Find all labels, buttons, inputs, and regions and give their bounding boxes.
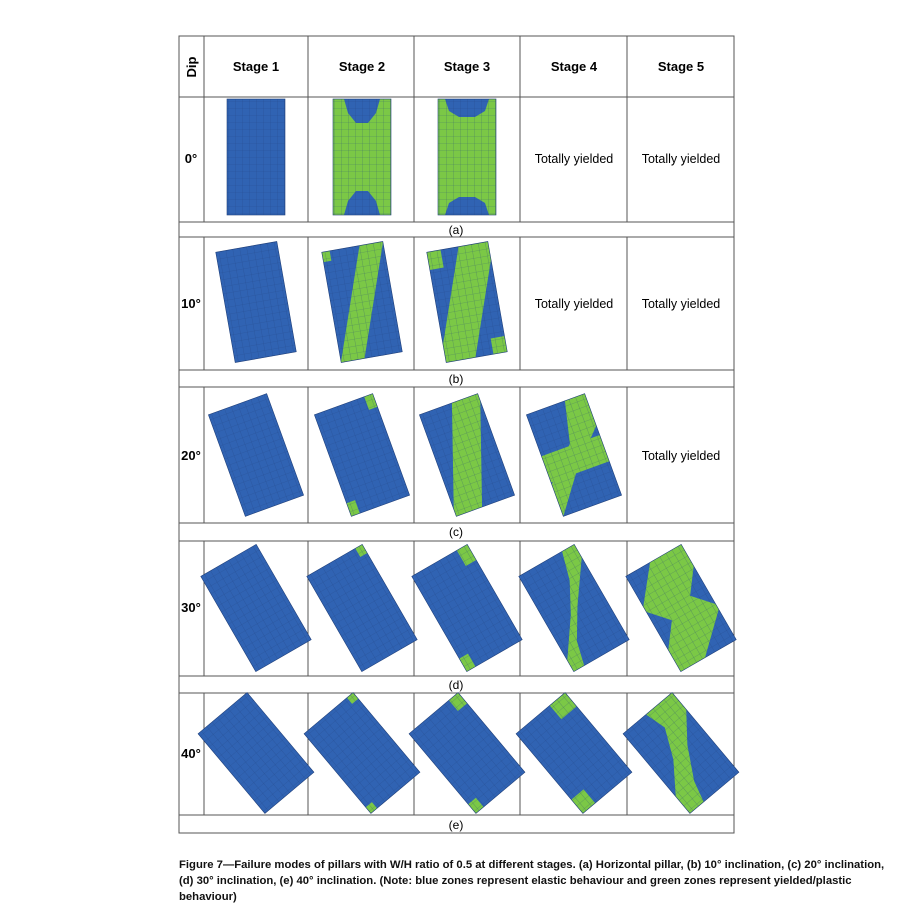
totally-yielded-a5: Totally yielded	[641, 152, 721, 166]
dip-header: Dip	[184, 56, 199, 78]
stage-5-header: Stage 5	[657, 59, 705, 74]
pillar-30-stage2	[307, 544, 417, 671]
dip-label-30: 30°	[181, 600, 201, 615]
pillar-30-stage4	[519, 544, 629, 671]
stage-2-header: Stage 2	[338, 59, 386, 74]
pillar-40-stage3	[409, 693, 525, 814]
dip-label-10: 10°	[181, 296, 201, 311]
totally-yielded-b4: Totally yielded	[534, 297, 614, 311]
totally-yielded-c5: Totally yielded	[641, 449, 721, 463]
pillar-10-stage3	[420, 238, 515, 365]
pillar-40-stage4	[516, 693, 632, 814]
pillar-10-stage1	[216, 241, 297, 362]
pillar-30-stage5	[626, 544, 736, 671]
subfigure-label-e: (e)	[448, 818, 464, 832]
pillar-20-stage4	[526, 394, 621, 517]
pillar-30-stage1	[201, 544, 311, 671]
dip-label-20: 20°	[181, 448, 201, 463]
pillar-20-stage3	[414, 389, 519, 522]
subfigure-label-d: (d)	[448, 678, 464, 692]
stage-1-header: Stage 1	[232, 59, 280, 74]
pillar-40-stage1	[198, 693, 314, 814]
pillar-20-stage2	[314, 394, 409, 517]
figure-caption: Figure 7—Failure modes of pillars with W/H ratio of 0.5 at different stages. (a) Horizontal pillar, (b) 10° inclination, (c) 20° inclination, (d) 30° inclination, (e) 40° inclination. (Note: blue zones represent elastic behaviour and green zones represent yielded/plastic behaviour)	[179, 859, 885, 903]
totally-yielded-a4: Totally yielded	[534, 152, 614, 166]
pillar-30-stage3	[412, 544, 522, 671]
subfigure-label-c: (c)	[449, 525, 463, 539]
dip-label-40: 40°	[181, 746, 201, 761]
pillar-40-stage2	[304, 693, 420, 814]
totally-yielded-b5: Totally yielded	[641, 297, 721, 311]
pillar-0-stage2	[333, 99, 391, 215]
pillar-40-stage5	[623, 693, 739, 814]
pillar-10-stage2	[320, 239, 403, 364]
stage-4-header: Stage 4	[550, 59, 598, 74]
stage-3-header: Stage 3	[443, 59, 491, 74]
pillar-0-stage1	[227, 99, 285, 215]
pillar-20-stage1	[208, 394, 303, 517]
subfigure-label-b: (b)	[448, 372, 464, 386]
dip-label-0: 0°	[184, 151, 198, 166]
pillar-0-stage3	[438, 99, 496, 215]
subfigure-label-a: (a)	[448, 223, 464, 237]
